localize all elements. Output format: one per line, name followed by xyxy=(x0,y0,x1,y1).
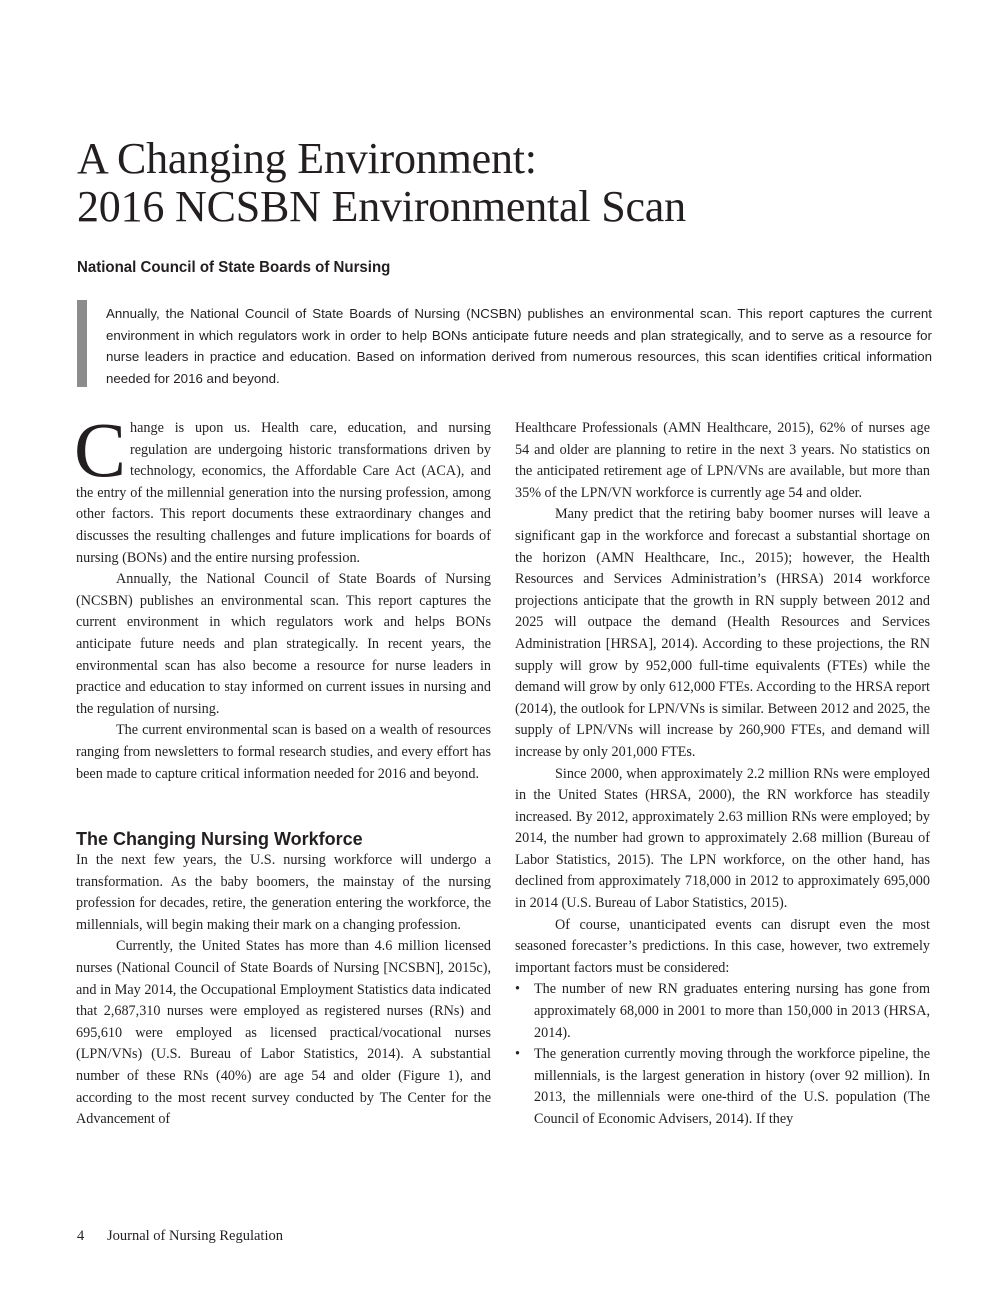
abstract-accent-bar xyxy=(77,300,87,387)
article-title-line-2: 2016 NCSBN Environmental Scan xyxy=(77,182,686,231)
right-column xyxy=(515,418,930,1131)
journal-name: Journal of Nursing Regulation xyxy=(107,1228,283,1244)
article-title xyxy=(77,135,937,231)
bullet-icon: • xyxy=(515,981,520,998)
body-paragraph: In the next few years, the U.S. nursing workforce will undergo a transformation. As the baby boomers, the mainstay of the nursing profession for decades, retire, the generation entering the workforce, the millennials, will begin making their mark on a changing profession. xyxy=(76,852,491,933)
list-item xyxy=(515,979,930,1044)
abstract: Annually, the National Council of State Boards of Nursing (NCSBN) publishes an environmental scan. This report captures the current environment in which regulators work in order to help BONs anticipate future needs and plan strategically, and to serve as a resource for nurse leaders in practice and education. Based on information derived from numerous resources, this scan identifies critical information needed for 2016 and beyond. xyxy=(106,306,932,386)
body-paragraph: Healthcare Professionals (AMN Healthcare, 2015), 62% of nurses age 54 and older are planning to retire in the next 3 years. No statistics on the anticipated retirement age of LPN/VNs are available, but more than 35% of the LPN/VN workforce is currently age 54 and older. xyxy=(515,420,930,501)
body-paragraph: Since 2000, when approximately 2.2 million RNs were employed in the United States (HRSA, 2000), the RN workforce has steadily increased. By 2012, approximately 2.63 million RNs were employed; by 2014, the number had grown to approximately 2.68 million (Bureau of Labor Statistics, 2015). The LPN workforce, on the other hand, has declined from approximately 718,000 in 2012 to approximately 695,000 in 2014 (U.S. Bureau of Labor Statistics, 2015). xyxy=(515,765,930,912)
bullet-list xyxy=(515,979,930,1130)
page-number: 4 xyxy=(77,1228,85,1244)
article-title-line-1: A Changing Environment: xyxy=(77,134,537,183)
body-paragraph: Currently, the United States has more than 4.6 million licensed nurses (National Council of State Boards of Nursing [NCSBN], 2015c), and in May 2014, the Occupational Employment Statistics data indicated that 2,687,310 nurses were employed as registered nurses (RNs) and 695,610 were employed as licensed practical/vocational nurses (LPN/VNs) (U.S. Bureau of Labor Statistics, 2014). A substantial number of these RNs (40%) are age 54 and older (Figure 1), and according to the most recent survey conducted by The Center for the Advancement of xyxy=(76,938,491,1128)
intro-paragraph-text: hange is upon us. Health care, education, and nursing regulation are undergoing historic transformations driven by technology, economics, the Affordable Care Act (ACA), and the entry of the millennial generation into the nursing profession, among other factors. This report documents these extraordinary changes and discusses the resulting challenges and future implications for boards of nursing (BONs) and the entire nursing profession. xyxy=(76,420,491,566)
left-column xyxy=(74,406,491,1131)
author-line: National Council of State Boards of Nursing xyxy=(77,259,391,276)
bullet-icon: • xyxy=(515,1046,520,1063)
body-paragraph: The current environmental scan is based on a wealth of resources ranging from newsletters to formal research studies, and every effort has been made to capture critical information needed for 2016 and beyond. xyxy=(76,722,491,782)
list-item xyxy=(515,1044,930,1130)
section-heading: The Changing Nursing Workforce xyxy=(76,829,363,850)
list-item-text: The generation currently moving through the workforce pipeline, the millennials, is the largest generation in history (over 92 million). In 2013, the millennials were one-third of the U.S. population (The Council of Economic Advisers, 2014). If they xyxy=(534,1046,930,1127)
body-paragraph: Many predict that the retiring baby boomer nurses will leave a significant gap in the workforce and forecast a substantial shortage on the horizon (AMN Healthcare, Inc., 2015); however, the Health Resources and Services Administration’s (HRSA) 2014 workforce projections anticipate that the growth in RN supply between 2012 and 2025 will outpace the demand (Health Resources and Services Administration [HRSA], 2014). According to these projections, the RN supply will grow by 952,000 full-time equivalents (FTEs) while the demand will grow by only 612,000 FTEs. According to the HRSA report (2014), the outlook for LPN/VNs is similar. Between 2012 and 2025, the supply of LPN/VNs will increase by 260,900 FTEs, and demand will increase by only 201,000 FTEs. xyxy=(515,506,930,760)
list-item-text: The number of new RN graduates entering nursing has gone from approximately 68,000 in 2001 to more than 150,000 in 2013 (HRSA, 2014). xyxy=(534,981,930,1041)
page-footer xyxy=(77,1227,283,1245)
body-paragraph: Annually, the National Council of State Boards of Nursing (NCSBN) publishes an environmental scan. This report captures the current environment in which regulators work and helps BONs anticipate future needs and plan strategically. In recent years, the environmental scan has also become a resource for nurse leaders in practice and education to stay informed on current issues in nursing and the regulation of nursing. xyxy=(76,571,491,717)
drop-cap: C xyxy=(74,406,127,493)
body-paragraph: Of course, unanticipated events can disrupt even the most seasoned forecaster’s predictions. In this case, however, two extremely important factors must be considered: xyxy=(515,916,930,976)
intro-paragraph xyxy=(74,406,491,569)
